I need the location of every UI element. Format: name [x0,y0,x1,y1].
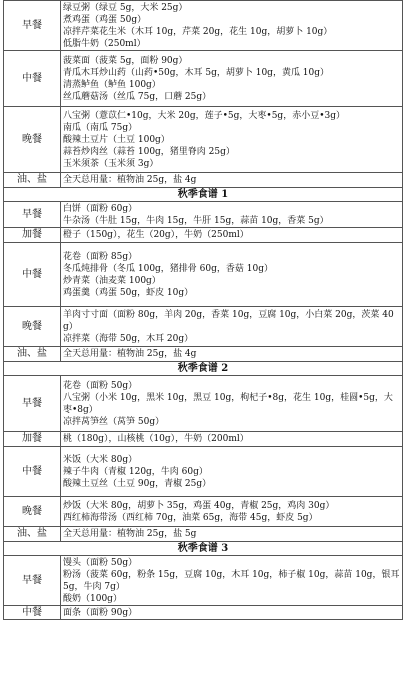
dish-line: 清蒸鲈鱼（鲈鱼 100g） [63,79,161,90]
dish-line: 绿豆粥（绿豆 5g，大米 25g） [63,2,188,13]
season-title-row [4,542,403,556]
meal-row [4,497,403,527]
dish-line: 白饼（面粉 60g） [63,203,138,214]
dish-line: 八宝粥（薏苡仁•10g，大米 20g，莲子•5g，大枣•5g，赤小豆•3g） [63,110,345,121]
meal-content [61,447,403,497]
dish-line: 面条（面粉 90g） [63,607,138,618]
dish-line: 花卷（面粉 85g） [63,251,138,262]
meal-row [4,51,403,107]
dish-line: 全天总用量：植物油 25g，盐 5g [63,529,197,539]
meal-row [4,307,403,347]
dish-line: 牛杂汤（牛肚 15g，牛肉 15g，牛肝 15g，蒜苗 10g，香菜 5g） [63,215,329,226]
meal-content [61,497,403,527]
meal-label: 中餐 [4,243,61,307]
meal-row [4,606,403,620]
dish-line: 鸡蛋羹（鸡蛋 50g，虾皮 10g） [63,287,194,298]
dish-line: 西红柿海带汤（西红柿 70g，油菜 65g，海带 45g，虾皮 5g） [63,512,318,523]
season-title: 秋季食谱 3 [4,542,403,556]
dish-line: 酸辣土豆片（土豆 100g） [63,134,170,145]
meal-row [4,1,403,51]
dish-line: 酸辣土豆丝（土豆 90g，青椒 25g） [63,478,212,489]
season-title: 秋季食谱 2 [4,362,403,376]
meal-label: 加餐 [4,432,61,447]
dish-line: 粉汤（菠菜 60g，粉条 15g，豆腐 10g，木耳 10g，柿子椒 10g，蒜苗 10g，银耳 5g，牛肉 7g） [63,569,400,592]
meal-label: 中餐 [4,51,61,107]
meal-row [4,347,403,362]
dish-line: 凉拌莴笋丝（莴笋 50g） [63,416,165,427]
meal-content [61,307,403,347]
dish-line: 丝瓜蘑菇汤（丝瓜 75g，口蘑 25g） [63,91,212,102]
dish-line: 花卷（面粉 50g） [63,380,138,391]
meal-content [61,173,403,188]
meal-label: 晚餐 [4,497,61,527]
meal-content [61,556,403,606]
dish-line: 煮鸡蛋（鸡蛋 50g） [63,14,147,25]
meal-content [61,1,403,51]
dish-line: 橙子（150g），花生（20g），牛奶（250ml） [63,230,249,240]
meal-content [61,376,403,432]
meal-content [61,606,403,620]
meal-row [4,376,403,432]
meal-row [4,243,403,307]
recipe-table [3,0,403,620]
dish-line: 青瓜木耳炒山药（山药•50g，木耳 5g，胡萝卜 10g，黄瓜 10g） [63,67,330,78]
meal-label: 早餐 [4,376,61,432]
dish-line: 凉拌芹菜花生米（木耳 10g，芹菜 20g，花生 10g，胡萝卜 10g） [63,26,333,37]
meal-label: 早餐 [4,202,61,228]
dish-line: 炒饭（大米 80g，胡萝卜 35g，鸡蛋 40g，青椒 25g，鸡肉 30g） [63,500,335,511]
meal-content [61,527,403,542]
dish-line: 馒头（面粉 50g） [63,557,138,568]
dish-line: 全天总用量：植物油 25g，盐 4g [63,175,197,185]
meal-label: 早餐 [4,1,61,51]
meal-content [61,432,403,447]
meal-label: 油、盐 [4,347,61,362]
dish-line: 炒青菜（油麦菜 100g） [63,275,161,286]
meal-row [4,202,403,228]
dish-line: 桃（180g），山核桃（10g），牛奶（200ml） [63,434,249,444]
meal-label: 中餐 [4,606,61,620]
meal-content [61,107,403,173]
dish-line: 全天总用量：植物油 25g，盐 4g [63,349,197,359]
meal-row [4,107,403,173]
meal-content [61,228,403,243]
dish-line: 低脂牛奶（250ml） [63,38,146,49]
dish-line: 凉拌菜（海带 50g，木耳 20g） [63,333,194,344]
dish-line: 菠菜面（菠菜 5g，面粉 90g） [63,55,188,66]
season-title: 秋季食谱 1 [4,188,403,202]
meal-content [61,347,403,362]
meal-content [61,202,403,228]
meal-label: 加餐 [4,228,61,243]
meal-content [61,243,403,307]
season-title-row [4,362,403,376]
dish-line: 南瓜（南瓜 75g） [63,122,138,133]
meal-label: 晚餐 [4,107,61,173]
meal-label: 晚餐 [4,307,61,347]
dish-line: 米饭（大米 80g） [63,454,138,465]
dish-line: 冬瓜炖排骨（冬瓜 100g，猪排骨 60g，香菇 10g） [63,263,273,274]
meal-content [61,51,403,107]
dish-line: 玉米须茶（玉米须 3g） [63,158,159,169]
meal-row [4,556,403,606]
recipe-table-body [4,1,403,620]
meal-label: 油、盐 [4,527,61,542]
meal-row [4,228,403,243]
meal-row [4,527,403,542]
meal-label: 早餐 [4,556,61,606]
meal-row [4,432,403,447]
meal-label: 中餐 [4,447,61,497]
meal-label: 油、盐 [4,173,61,188]
dish-line: 蒜苔炒肉丝（蒜苔 100g，猪里脊肉 25g） [63,146,235,157]
meal-row [4,173,403,188]
dish-line: 羊肉寸寸面（面粉 80g，羊肉 20g，香菜 10g，豆腐 10g，小白菜 20g，茨菜 40g） [63,309,394,332]
dish-line: 八宝粥（小米 10g，黑米 10g，黑豆 10g，枸杞子•8g，花生 10g，桂圆•5g，大枣•8g） [63,392,393,415]
meal-row [4,447,403,497]
dish-line: 辣子牛肉（青椒 120g，牛肉 60g） [63,466,208,477]
dish-line: 酸奶（100g） [63,593,122,604]
season-title-row [4,188,403,202]
